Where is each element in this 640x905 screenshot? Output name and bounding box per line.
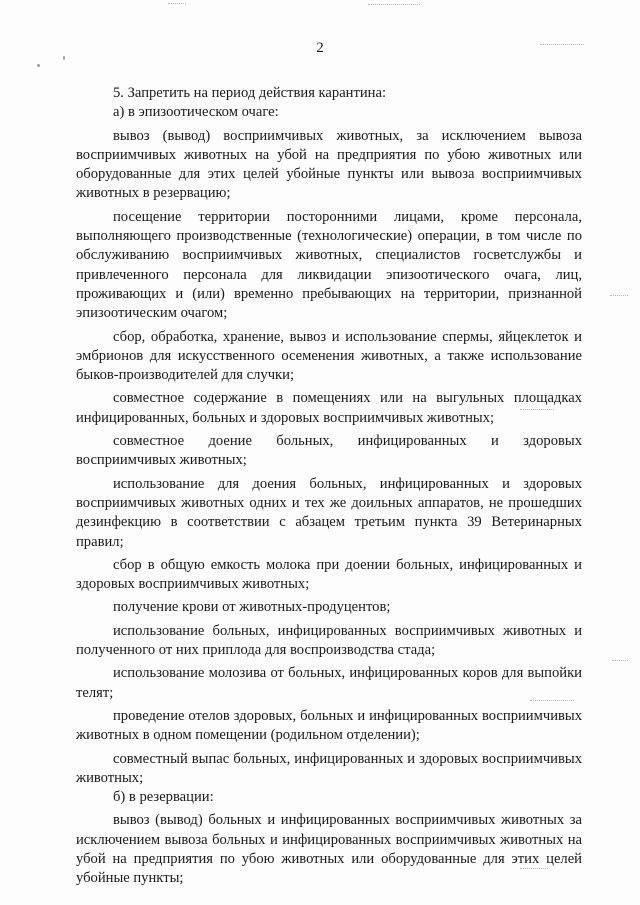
scan-smudge: [520, 409, 554, 410]
paragraph-item-5-heading: 5. Запретить на период действия карантина:: [113, 85, 387, 101]
scan-smudge: [168, 3, 186, 4]
paragraph-subsection-b: б) в резервации:: [113, 789, 214, 806]
scan-smudge: [540, 44, 584, 45]
scan-speck: [63, 56, 65, 60]
paragraph: совместное доение больных, инфицированных и здоровых восприимчивых животных;: [76, 433, 582, 469]
paragraph: посещение территории посторонними лицами, кроме персонала, выполняющего производственные (технологические) операции, в том числе по обслуживанию восприимчивых животных, специалистов госветслужбы и привлеченного персонала для ликвидации эпизоотического очага, лиц, проживающих и (или) временно пребывающих на территории, признанной эпизоотическим очагом;: [76, 208, 582, 322]
paragraph: вывоз (вывод) восприимчивых животных, за исключением вывоза восприимчивых животных на убой на предприятия по убою животных или оборудованные для этих целей убойные пункты или вывоза восприимчивых животных в резервацию;: [76, 127, 582, 202]
paragraph: совместное содержание в помещениях или на выгульных площадках инфицированных, больных и здоровых восприимчивых животных;: [76, 390, 582, 426]
paragraph: проведение отелов здоровых, больных и инфицированных восприимчивых животных в одном помещении (родильном отделении);: [76, 707, 582, 744]
scan-smudge: [610, 295, 628, 296]
paragraph: сбор в общую емкость молока при доении больных, инфицированных и здоровых восприимчивых животных;: [76, 556, 582, 593]
paragraph: использование молозива от больных, инфицированных коров для выпойки телят;: [76, 665, 582, 701]
page-number: 2: [316, 40, 324, 56]
paragraph-subsection-a: а) в эпизоотическом очаге:: [113, 104, 279, 121]
scan-smudge: [530, 700, 574, 701]
scan-speck: [37, 64, 40, 67]
document-body: [76, 84, 582, 889]
paragraph: использование больных, инфицированных восприимчивых животных и полученного от них приплода для воспроизводства стада;: [76, 622, 582, 659]
scan-smudge: [368, 4, 420, 5]
paragraph: сбор, обработка, хранение, вывоз и использование спермы, яйцеклеток и эмбрионов для искусственного осеменения животных, а также использование быков-производителей для случки;: [76, 328, 582, 384]
paragraph: использование для доения больных, инфицированных и здоровых восприимчивых животных одних и тех же доильных аппаратов, не прошедших дезинфекцию в соответствии с абзацем третьим пункта 39 Ветеринарных правил;: [76, 475, 582, 550]
paragraph: получение крови от животных-продуцентов;: [113, 599, 391, 616]
scan-smudge: [612, 660, 628, 661]
paragraph: вывоз (вывод) больных и инфицированных восприимчивых животных за исключением вывоза больных и инфицированных восприимчивых животных на убой на предприятия по убою животных или оборудованные для этих целей убойные пункты;: [76, 812, 582, 887]
paragraph: совместный выпас больных, инфицированных и здоровых восприимчивых животных;: [76, 750, 582, 786]
scan-smudge: [520, 868, 548, 869]
